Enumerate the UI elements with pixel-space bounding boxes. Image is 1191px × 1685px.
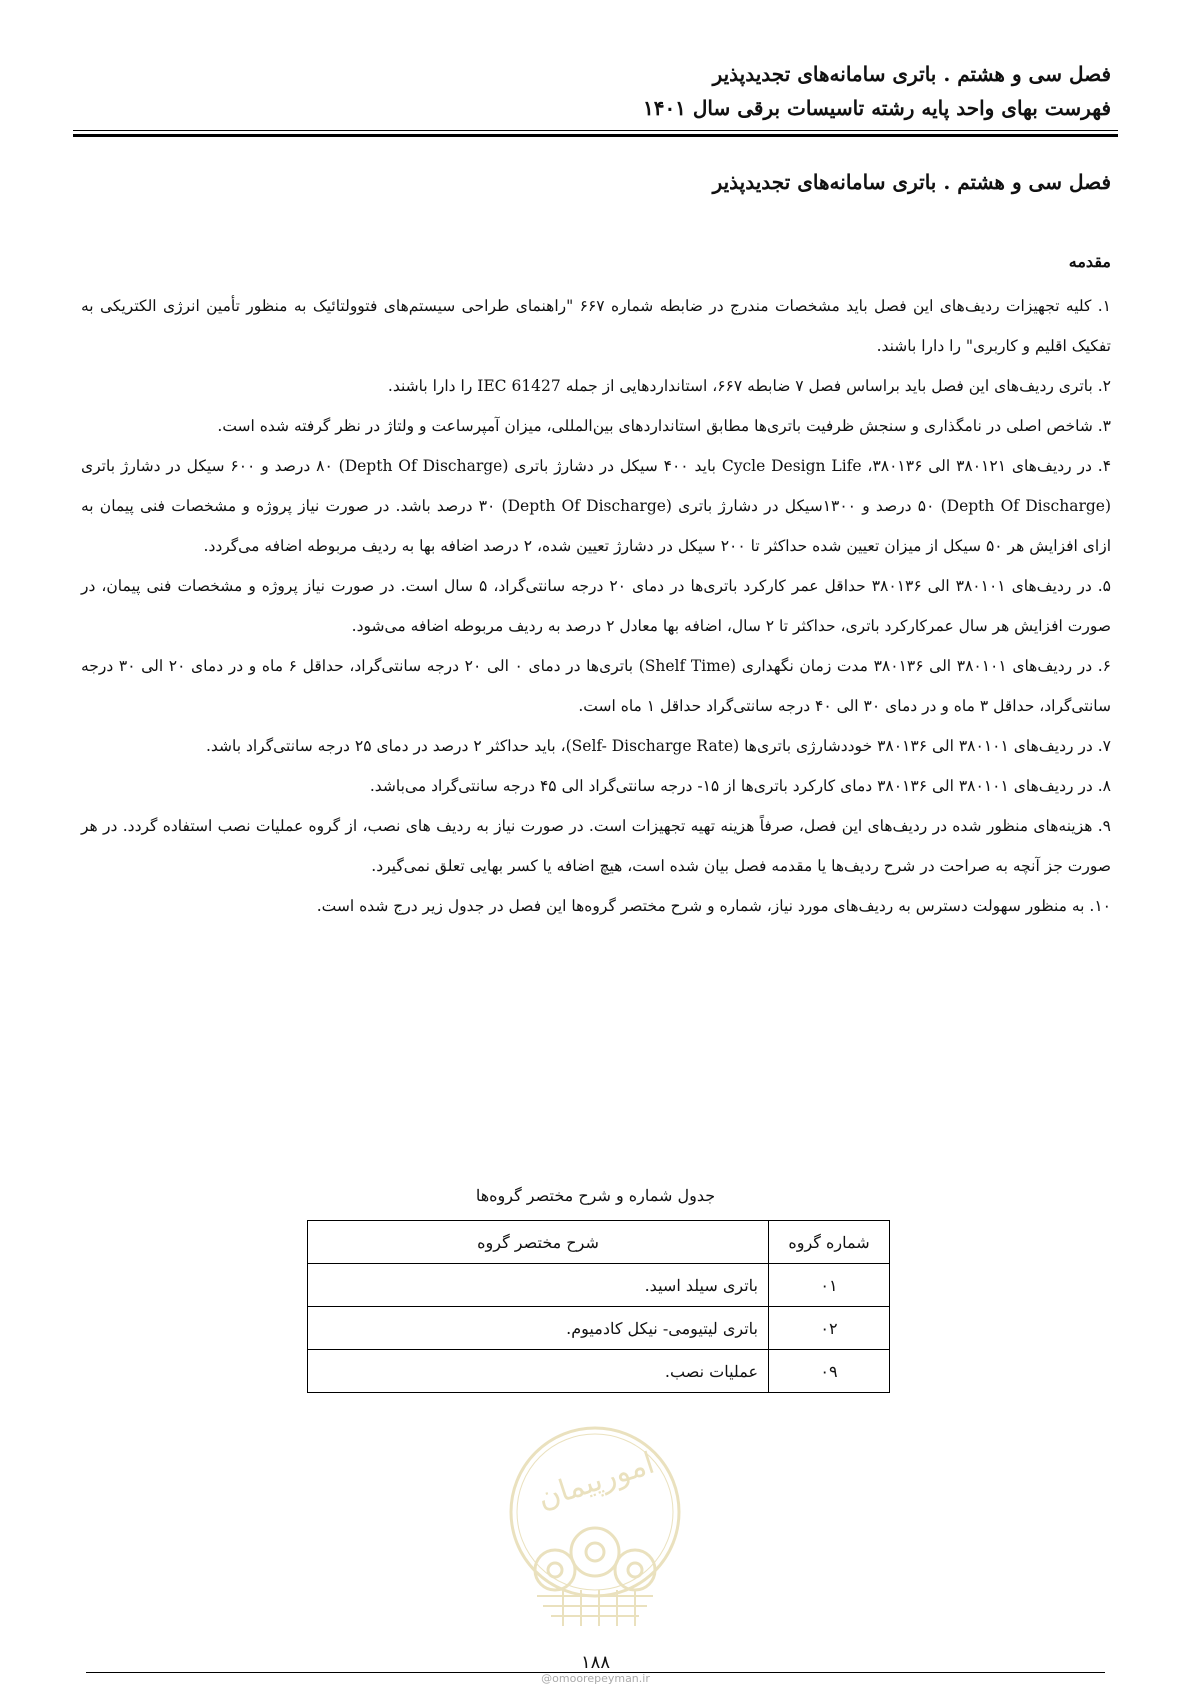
paragraph-9: ۹. هزینه‌های منظور شده در ردیف‌های این فصل، صرفاً هزینه تهیه تجهیزات است. در صورت نیاز به ردیف های نصب، از گروه عملیات نصب استفاده گردد. در هر صورت جز آنچه به صراحت در شرح ردیف‌ها یا مقدمه فصل بیان شده است، هیچ اضافه یا کسر بهایی تعلق نمی‌گیرد.: [81, 817, 1111, 875]
table-header-description: شرح مختصر گروه: [308, 1221, 769, 1264]
page-number: ۱۸۸: [580, 1652, 610, 1673]
table-caption: جدول شماره و شرح مختصر گروه‌ها: [475, 1186, 716, 1205]
paragraph-3: ۳. شاخص اصلی در نامگذاری و سنجش ظرفیت باتری‌ها مطابق استانداردهای بین‌المللی، میزان آمپرساعت و ولتاژ در نظر گرفته شده است.: [217, 417, 1111, 435]
table-cell-description: عملیات نصب.: [308, 1350, 769, 1393]
table-cell-number: ۰۹: [769, 1350, 890, 1393]
paragraph-6: ۶. در ردیف‌های ۳۸۰۱۰۱ الی ۳۸۰۱۳۶ مدت زمان نگهداری (Shelf Time) باتری‌ها در دمای ۰ الی ۲۰ درجه سانتی‌گراد، حداقل ۶ ماه و در دمای ۲۰ الی ۳۰ درجه سانتی‌گراد، حداقل ۳ ماه و در دمای ۳۰ الی ۴۰ درجه سانتی‌گراد حداقل ۱ ماه است.: [81, 657, 1111, 715]
header-rule-thick: [73, 134, 1118, 137]
table-row: [308, 1350, 890, 1393]
table-header-number: شماره گروه: [769, 1221, 890, 1264]
paragraph-7: ۷. در ردیف‌های ۳۸۰۱۰۱ الی ۳۸۰۱۳۶ خوددشارژی باتری‌ها (Self- Discharge Rate)، باید حداکثر ۲ درصد در دمای ۲۵ درجه سانتی‌گراد باشد.: [205, 737, 1111, 755]
paragraph-4: ۴. در ردیف‌های ۳۸۰۱۲۱ الی ۳۸۰۱۳۶، Cycle Design Life باید ۴۰۰ سیکل در دشارژ باتری (Depth Of Discharge) ۸۰ درصد و ۶۰۰ سیکل در دشارژ باتری (Depth Of Discharge) ۵۰ درصد و ۱۳۰۰سیکل در دشارژ باتری (Depth Of Discharge) ۳۰ درصد باشد. در صورت نیاز پروژه و مشخصات فنی پیمان به ازای افزایش هر ۵۰ سیکل از میزان تعیین شده حداکثر تا ۲۰۰ سیکل در دشارژ تعیین شده، ۲ درصد اضافه بها به ردیف مربوطه اضافه می‌گردد.: [81, 457, 1112, 555]
header-title-line2: فهرست بهای واحد پایه رشته تاسیسات برقی سال ۱۴۰۱: [642, 96, 1111, 120]
table-row: [308, 1264, 890, 1307]
header-rule-thin: [73, 130, 1118, 131]
paragraph-5: ۵. در ردیف‌های ۳۸۰۱۰۱ الی ۳۸۰۱۳۶ حداقل عمر کارکرد باتری‌ها در دمای ۲۰ درجه سانتی‌گراد، ۵ سال است. در صورت نیاز پروژه و مشخصات فنی پیمان، در صورت افزایش هر سال عمرکارکرد باتری، حداکثر تا ۲ سال، اضافه بها معادل ۲ درصد به ردیف مربوطه اضافه می‌شود.: [81, 577, 1111, 635]
watermark-brand-text: امورپیمان: [533, 1445, 659, 1517]
gears-logo-icon: [507, 1420, 683, 1640]
groups-table: [307, 1220, 890, 1393]
paragraph-2: ۲. باتری ردیف‌های این فصل باید براساس فصل ۷ ضابطه ۶۶۷، استانداردهایی از جمله IEC 61427 را دارا باشند.: [387, 377, 1111, 395]
paragraph-1: ۱. کلیه تجهیزات ردیف‌های این فصل باید مشخصات مندرج در ضابطه شماره ۶۶۷ "راهنمای طراحی سیستم‌های فتوولتائیک به منظور تأمین انرژی الکتریکی به تفکیک اقلیم و کاربری" را دارا باشند.: [81, 297, 1111, 355]
table-cell-description: باتری لیتیومی- نیکل کادمیوم.: [308, 1307, 769, 1350]
header-title-line1: فصل سی و هشتم . باتری سامانه‌های تجدیدپذیر: [712, 62, 1111, 86]
watermark-logo: [507, 1420, 683, 1640]
table-cell-number: ۰۱: [769, 1264, 890, 1307]
table-header-row: [308, 1221, 890, 1264]
intro-heading: مقدمه: [1068, 252, 1111, 271]
table-row: [308, 1307, 890, 1350]
paragraph-10: ۱۰. به منظور سهولت دسترس به ردیف‌های مورد نیاز، شماره و شرح مختصر گروه‌ها این فصل در جدول زیر درج شده است.: [316, 897, 1111, 915]
paragraph-8: ۸. در ردیف‌های ۳۸۰۱۰۱ الی ۳۸۰۱۳۶ دمای کارکرد باتری‌ها از ۱۵- درجه سانتی‌گراد الی ۴۵ درجه سانتی‌گراد می‌باشد.: [369, 777, 1111, 795]
table-cell-number: ۰۲: [769, 1307, 890, 1350]
chapter-title: فصل سی و هشتم . باتری سامانه‌های تجدیدپذیر: [712, 170, 1111, 194]
table-cell-description: باتری سیلد اسید.: [308, 1264, 769, 1307]
footer-watermark-text: @omoorepeyman.ir: [541, 1672, 650, 1685]
intro-paragraphs: [81, 286, 1111, 926]
